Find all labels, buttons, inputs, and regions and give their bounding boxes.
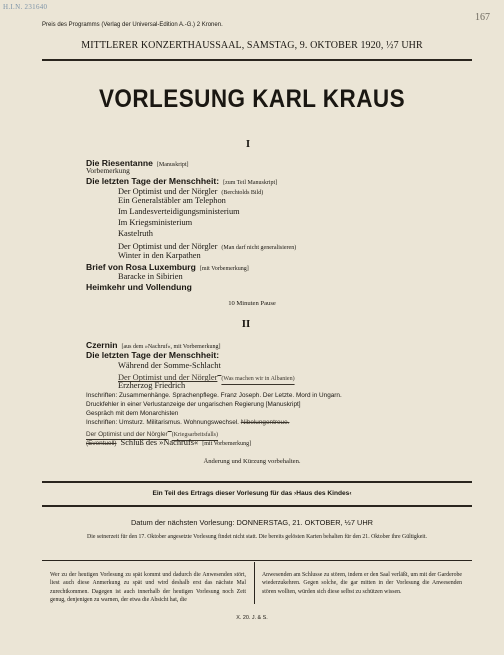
program-item: Erzherzog Friedrich (118, 381, 186, 390)
venue-date-line: MITTLERER KONZERTHAUSSAAL, SAMSTAG, 9. OKTOBER 1920, ½7 UHR (81, 40, 423, 51)
notice-right-column: Anwesenden am Schlusse zu stören, indem er den Saal verläßt, um mit der Garderobe wiederzukehren. Gegen solche, die gar mitten in der Vorlesung die Anwesenden stören wollten, würden sich diese selbst zu schützen wissen. (262, 572, 462, 595)
archive-reference: H.I.N. 231640 (3, 3, 48, 11)
program-item: Inschriften: Zusammenhänge. Sprachenpflege. Franz Joseph. Der Letzte. Mord in Ungarn. (86, 392, 342, 399)
program-item: Gespräch mit dem Monarchisten (86, 410, 179, 417)
printer-mark: X. 20. J. & S. (236, 615, 268, 621)
program-item: Vorbemerkung (86, 166, 130, 175)
program-item: (Eventuell) Schluß des »Nachrufs« [mit Vorbemerkung] (86, 438, 252, 447)
struck-program-item: Der Optimist und der Nörgler (Was machen wir in Albanien) (118, 373, 295, 382)
page-title: VORLESUNG KARL KRAUS (98, 85, 406, 113)
program-item: Die Riesentanne [Manuskript] (86, 158, 189, 168)
struck-program-item: Der Optimist und der Nörgler (Kriegsarbeitsfalls) (86, 431, 219, 438)
notice-left-column: Wer zu der heutigen Vorlesung zu spät kommt und dadurch die Anwesenden stört, liest auch diese Anmerkung zu spät und wird deshalb erst das nächste Mal zurechtkommen. Dagegen ist auch innerhalb der heutigen Vorlesung noch Zeit genug, denjenigen zu warnen, der etwa die Absicht hat, die (50, 572, 246, 604)
intermission-note: 10 Minuten Pause (228, 300, 276, 307)
divider-rule (42, 481, 472, 483)
program-item: Baracke in Sibirien (118, 272, 183, 281)
pencil-page-number: 167 (475, 12, 490, 23)
program-item: Während der Somme-Schlacht (118, 361, 221, 370)
changes-reserved-note: Änderung und Kürzung vorbehalten. (203, 458, 301, 465)
next-reading-date: Datum der nächsten Vorlesung: DONNERSTAG, 21. OKTOBER, ½7 UHR (130, 518, 374, 527)
program-item: Ein Generalstäbler am Telephon (118, 196, 226, 205)
program-item: Brief von Rosa Luxemburg [mit Vorbemerkung] (86, 262, 249, 272)
program-item: Der Optimist und der Nörgler (Berchtolds Bild) (118, 187, 264, 196)
divider-rule (42, 505, 472, 507)
postponement-note: Die seinerzeit für den 17. Oktober angesetzte Vorlesung findet nicht statt. Die bereits gelösten Karten behalten für den 21. Oktober ihre Gültigkeit. (87, 534, 427, 540)
program-item: Druckfehler in einer Verlustanzeige der ungarischen Regierung [Manuskript] (86, 401, 301, 408)
program-item: Im Landesverteidigungsministerium (118, 207, 240, 216)
program-item: Heimkehr und Vollendung (86, 282, 192, 292)
header-rule (42, 59, 472, 61)
price-note: Preis des Programms (Verlag der Universal-Edition A.-G.) 2 Kronen. (42, 22, 223, 28)
divider-rule (42, 560, 472, 561)
part-one-numeral: I (245, 138, 251, 150)
program-item: Die letzten Tage der Menschheit: (86, 350, 220, 360)
program-item: Czernin [aus dem »Nachruf«, mit Vorbemerkung] (86, 340, 221, 350)
charity-note: Ein Teil des Ertrags dieser Vorlesung für das ›Haus des Kindes‹ (152, 490, 352, 497)
column-divider (254, 562, 255, 604)
part-two-numeral: II (241, 318, 251, 330)
program-item: Der Optimist und der Nörgler (Man darf nicht generalisieren) (118, 242, 297, 251)
program-item: Inschriften: Umsturz. Militarismus. Wohnungswechsel. Nibelungentreue. (86, 419, 290, 426)
program-item: Kastelruth (118, 229, 153, 238)
program-item: Die letzten Tage der Menschheit: [zum Teil Manuskript] (86, 176, 278, 186)
program-item: Winter in den Karpathen (118, 251, 201, 260)
program-item: Im Kriegsministerium (118, 218, 193, 227)
